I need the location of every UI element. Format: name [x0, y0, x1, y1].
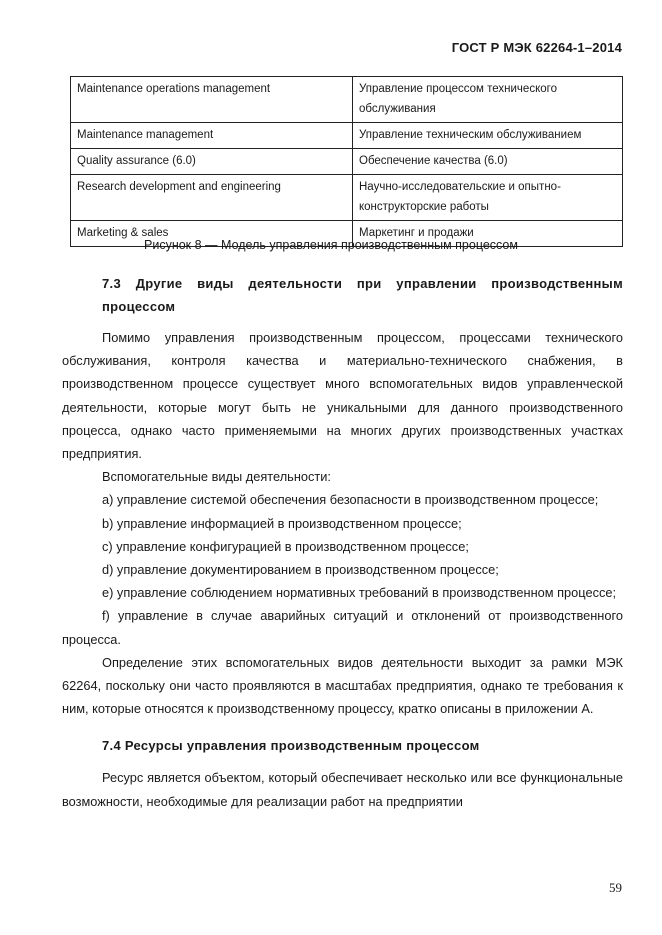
table-cell-english: Maintenance operations management	[71, 77, 353, 123]
table-cell-english: Quality assurance (6.0)	[71, 149, 353, 175]
main-content	[62, 272, 623, 813]
section-7-4-heading: 7.4 Ресурсы управления производственным процессом	[102, 738, 480, 754]
table-cell-russian: Управление процессом технического обслуживания	[353, 77, 623, 123]
table-cell-russian: Управление техническим обслуживанием	[353, 123, 623, 149]
table-row	[71, 123, 623, 149]
list-item: b) управление информацией в производственном процессе;	[102, 515, 462, 531]
table-cell-english: Maintenance management	[71, 123, 353, 149]
table-row	[71, 175, 623, 221]
table-row	[71, 77, 623, 123]
table-cell-english: Research development and engineering	[71, 175, 353, 221]
table-cell-russian: Научно-исследовательские и опытно-конструкторские работы	[353, 175, 623, 221]
paragraph: Помимо управления производственным процессом, процессами технического обслуживания, контроля качества и материально-технического снабжения, в производственном процессе существует много вспомогательных видов управленческой деятельности, которые могут быть не уникальными для данного производственного процесса, однако часто применяемыми на многих других производственных участках предприятия.	[62, 330, 623, 462]
page-number: 59	[609, 880, 622, 895]
list-item: c) управление конфигурацией в производственном процессе;	[102, 538, 469, 554]
list-item: а) управление системой обеспечения безопасности в производственном процессе;	[102, 492, 599, 508]
terms-table	[70, 76, 623, 247]
paragraph: Ресурс является объектом, который обеспечивает несколько или все функциональные возможности, необходимые для реализации работ на предприятии	[62, 770, 623, 809]
table-row	[71, 149, 623, 175]
section-7-3-heading: 7.3 Другие виды деятельности при управлении производственным процессом	[102, 276, 623, 314]
figure-caption: Рисунок 8 — Модель управления производственным процессом	[144, 238, 518, 252]
list-item: f) управление в случае аварийных ситуаций и отклонений от производственного процесса.	[62, 608, 623, 647]
list-item: e) управление соблюдением нормативных требований в производственном процессе;	[102, 585, 617, 601]
list-item: d) управление документированием в производственном процессе;	[102, 562, 499, 578]
paragraph: Вспомогательные виды деятельности:	[102, 469, 331, 485]
document-header: ГОСТ Р МЭК 62264-1–2014	[451, 40, 622, 55]
paragraph: Определение этих вспомогательных видов деятельности выходит за рамки МЭК 62264, поскольку они часто проявляются в масштабах предприятия, однако те требования к ним, которые относятся к производственному процессу, кратко описаны в приложении А.	[62, 654, 623, 717]
table-cell-russian: Обеспечение качества (6.0)	[353, 149, 623, 175]
table-cell-russian: Маркетинг и продажи	[353, 221, 623, 247]
table-cell-english: Marketing & sales	[71, 221, 353, 247]
